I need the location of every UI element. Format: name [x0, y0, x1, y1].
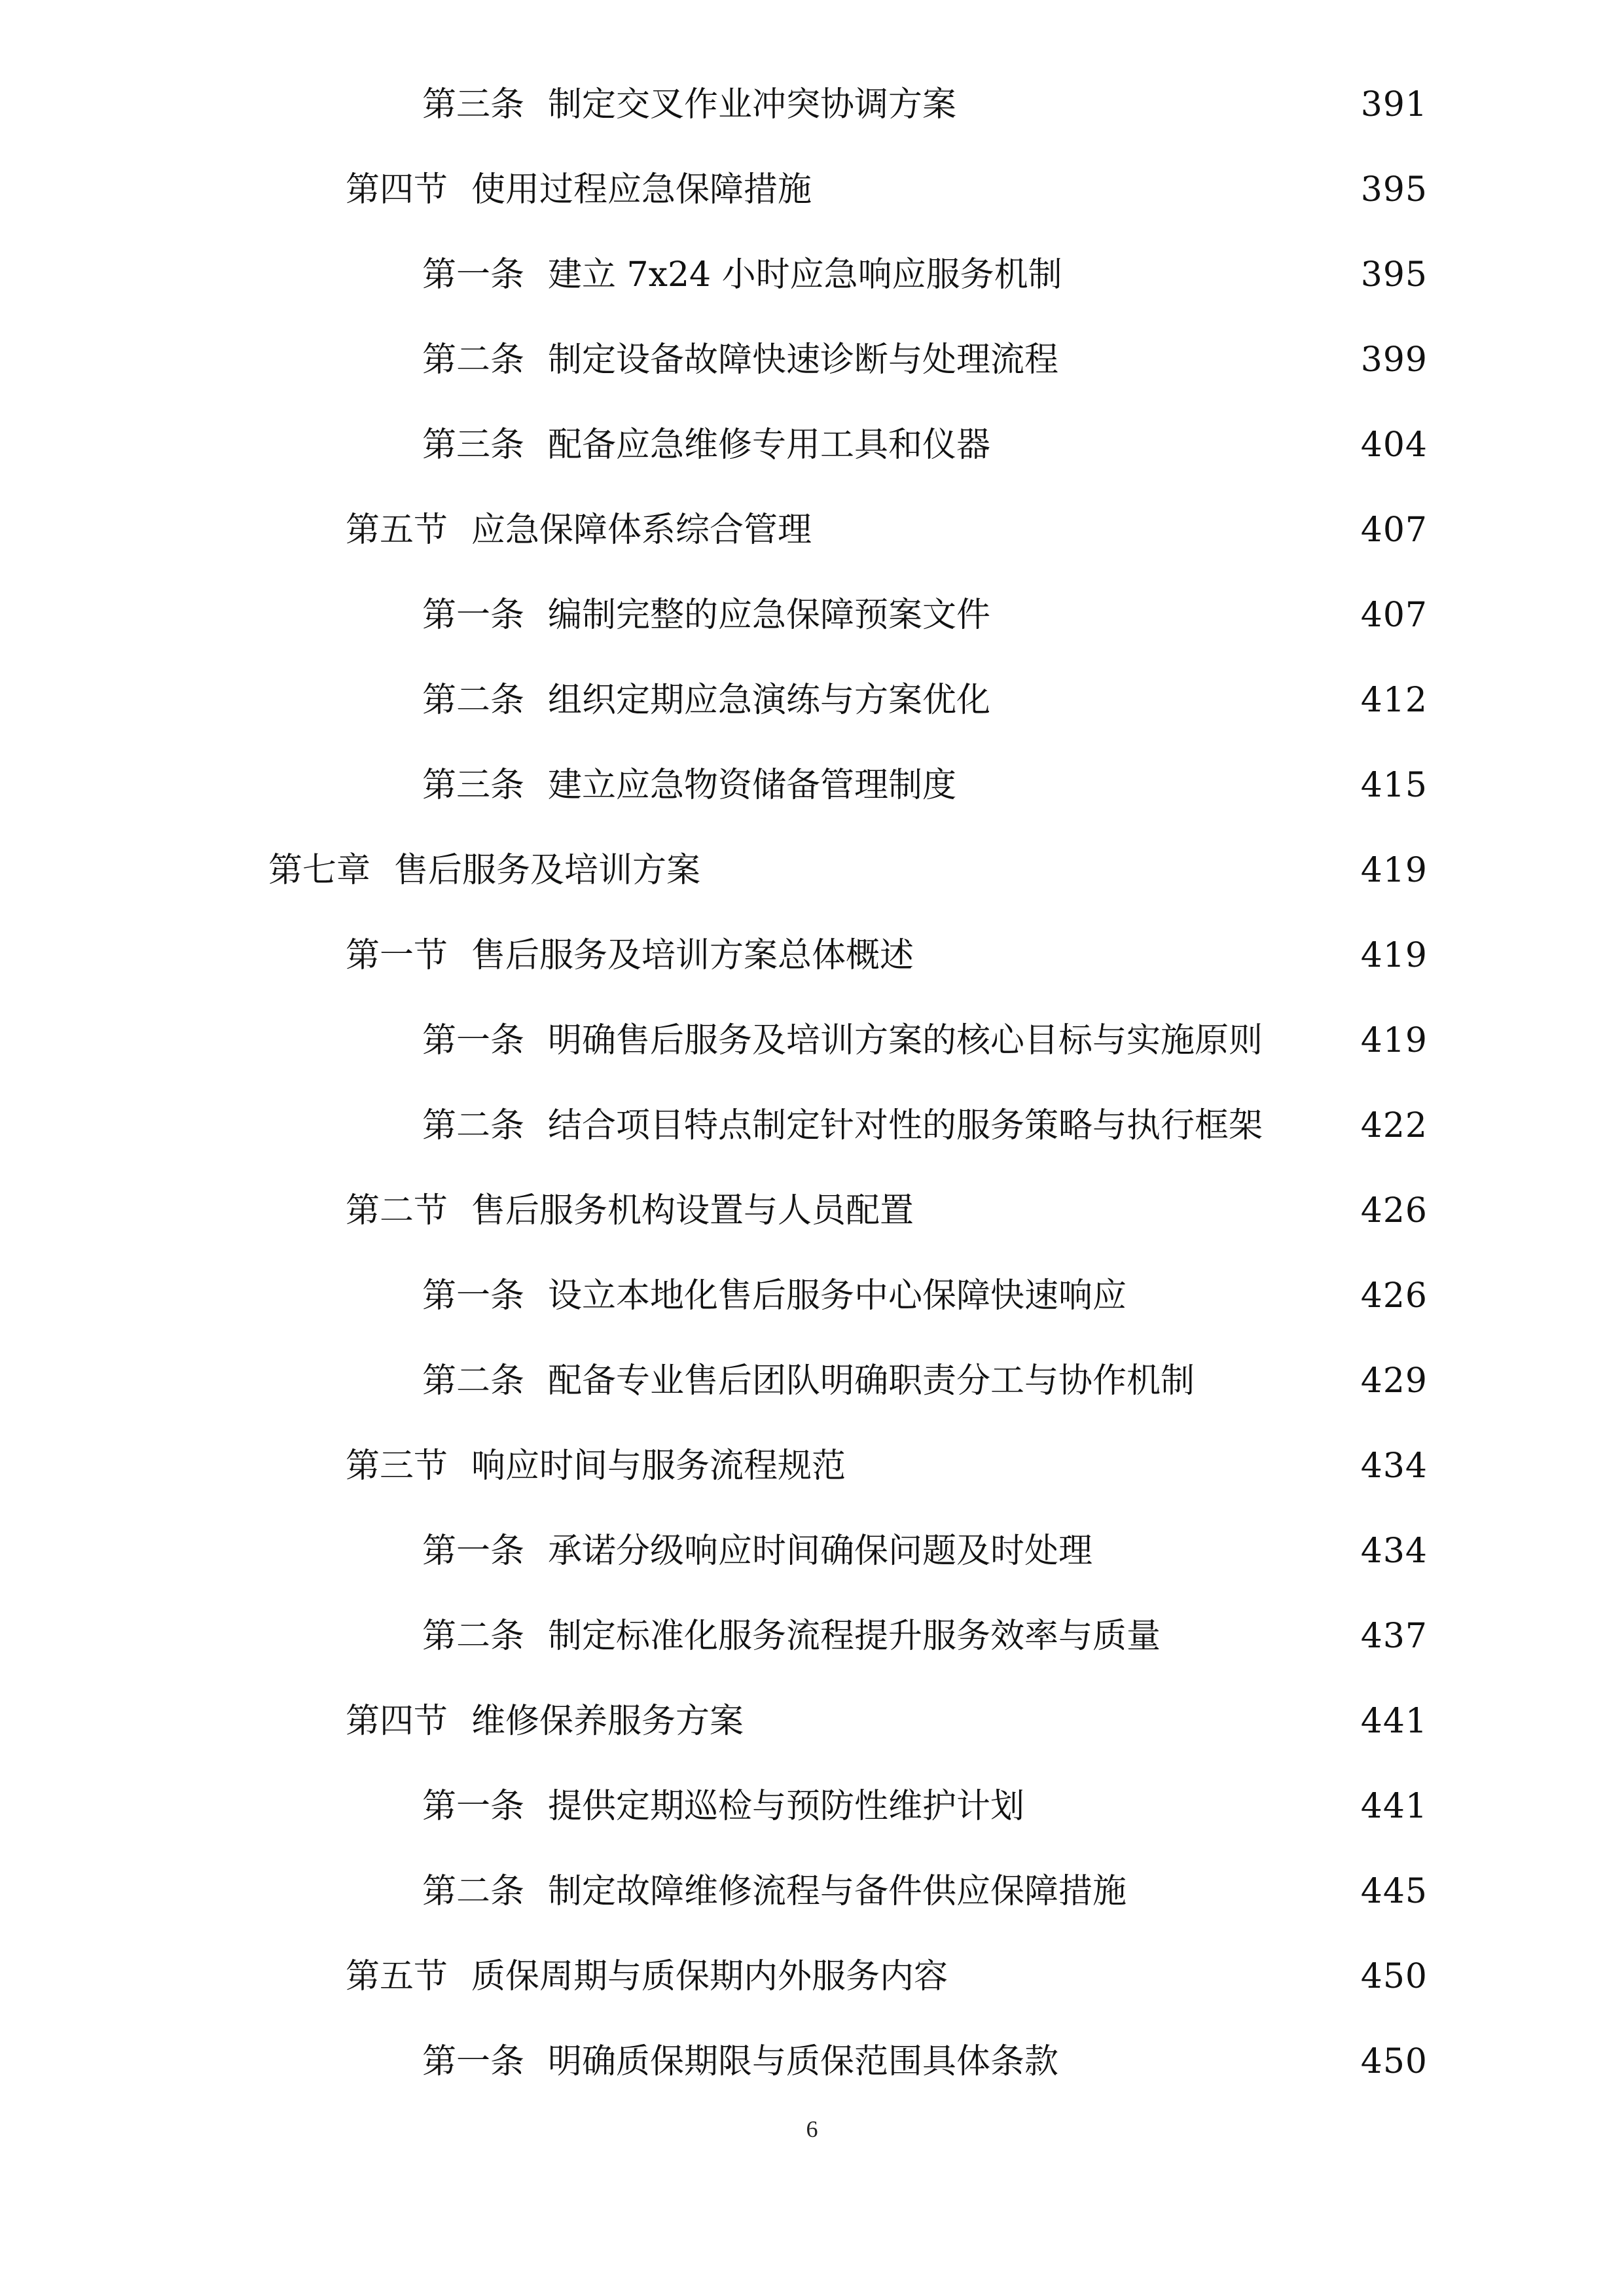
- toc-entry-title: 编制完整的应急保障预案文件: [548, 596, 991, 635]
- toc-entry[interactable]: [0, 1934, 1624, 2019]
- toc-entry-title: 使用过程应急保障措施: [471, 170, 812, 209]
- dot-leader: [1001, 428, 1349, 462]
- toc-entry-number: 第三条: [422, 425, 525, 465]
- dot-leader: [1273, 1024, 1349, 1058]
- toc-entry-page: 441: [1360, 1787, 1428, 1826]
- toc-entry[interactable]: [0, 1849, 1624, 1934]
- dot-leader: [967, 768, 1349, 802]
- dot-leader: [822, 513, 1349, 547]
- toc-entry-page: 419: [1360, 936, 1428, 975]
- toc-entry-number: 第二条: [422, 1361, 525, 1401]
- toc-entry[interactable]: [0, 913, 1624, 998]
- toc-entry-title: 制定故障维修流程与备件供应保障措施: [548, 1872, 1127, 1911]
- toc-entry[interactable]: [0, 488, 1624, 573]
- toc-entry-page: 407: [1360, 511, 1428, 550]
- toc-entry-number: 第三条: [422, 766, 525, 805]
- dot-leader: [1073, 258, 1349, 292]
- toc-entry[interactable]: [0, 147, 1624, 232]
- dot-leader: [1069, 343, 1349, 377]
- toc-entry-number: 第一条: [422, 596, 525, 635]
- table-of-contents: [0, 62, 1624, 2104]
- toc-entry[interactable]: [0, 1338, 1624, 1424]
- dot-leader: [958, 1960, 1349, 1994]
- toc-entry-page: 434: [1360, 1532, 1428, 1571]
- toc-entry-title: 制定交叉作业冲突协调方案: [548, 85, 957, 124]
- toc-entry-title: 配备应急维修专用工具和仪器: [548, 425, 991, 465]
- toc-entry-number: 第一节: [346, 936, 448, 975]
- toc-entry-page: 395: [1360, 255, 1428, 295]
- toc-entry-title: 响应时间与服务流程规范: [471, 1446, 846, 1486]
- toc-entry-number: 第四节: [346, 1702, 448, 1741]
- toc-entry-page: 426: [1360, 1191, 1428, 1230]
- toc-entry[interactable]: [0, 1083, 1624, 1168]
- dot-leader: [1103, 1534, 1349, 1568]
- toc-entry-title: 售后服务及培训方案: [394, 851, 701, 890]
- toc-entry-page: 437: [1360, 1617, 1428, 1656]
- toc-entry-title: 质保周期与质保期内外服务内容: [471, 1957, 948, 1996]
- toc-entry-number: 第一条: [422, 1276, 525, 1316]
- dot-leader: [1137, 1874, 1349, 1909]
- dot-leader: [754, 1704, 1349, 1738]
- toc-entry-number: 第一条: [422, 2042, 525, 2081]
- toc-entry[interactable]: [0, 1509, 1624, 1594]
- toc-entry-number: 第五节: [346, 1957, 448, 1996]
- dot-leader: [1205, 1364, 1349, 1398]
- toc-entry-page: 404: [1360, 425, 1428, 465]
- toc-entry[interactable]: [0, 573, 1624, 658]
- toc-entry-number: 第二条: [422, 340, 525, 380]
- dot-leader: [924, 1194, 1349, 1228]
- dot-leader: [822, 173, 1349, 207]
- toc-entry[interactable]: [0, 1764, 1624, 1849]
- toc-entry[interactable]: [0, 317, 1624, 403]
- toc-entry-page: 395: [1360, 170, 1428, 209]
- page-number: 6: [806, 2116, 818, 2142]
- toc-entry-page: 434: [1360, 1446, 1428, 1486]
- dot-leader: [1069, 2045, 1349, 2079]
- toc-entry-page: 441: [1360, 1702, 1428, 1741]
- toc-entry-title: 结合项目特点制定针对性的服务策略与执行框架: [548, 1106, 1263, 1145]
- toc-entry[interactable]: [0, 62, 1624, 147]
- toc-entry-title: 配备专业售后团队明确职责分工与协作机制: [548, 1361, 1195, 1401]
- toc-entry-title: 承诺分级响应时间确保问题及时处理: [548, 1532, 1093, 1571]
- toc-entry-page: 419: [1360, 1021, 1428, 1060]
- dot-leader: [1035, 1789, 1349, 1823]
- toc-entry-page: 419: [1360, 851, 1428, 890]
- dot-leader: [1001, 683, 1349, 717]
- toc-entry-page: 450: [1360, 1957, 1428, 1996]
- toc-entry[interactable]: [0, 1253, 1624, 1338]
- toc-entry-title: 明确售后服务及培训方案的核心目标与实施原则: [548, 1021, 1263, 1060]
- toc-entry-number: 第四节: [346, 170, 448, 209]
- toc-entry-title: 组织定期应急演练与方案优化: [548, 681, 991, 720]
- toc-entry-number: 第二条: [422, 1106, 525, 1145]
- toc-entry-page: 450: [1360, 2042, 1428, 2081]
- toc-entry-number: 第一条: [422, 1021, 525, 1060]
- toc-entry[interactable]: [0, 1424, 1624, 1509]
- toc-entry-page: 391: [1360, 85, 1428, 124]
- toc-entry-number: 第七章: [268, 851, 371, 890]
- toc-entry-number: 第一条: [422, 1532, 525, 1571]
- toc-entry[interactable]: [0, 1679, 1624, 1764]
- toc-entry-title: 制定设备故障快速诊断与处理流程: [548, 340, 1059, 380]
- toc-entry-page: 399: [1360, 340, 1428, 380]
- toc-entry-number: 第二条: [422, 1872, 525, 1911]
- dot-leader: [1001, 598, 1349, 632]
- toc-entry[interactable]: [0, 658, 1624, 743]
- toc-entry-title: 维修保养服务方案: [471, 1702, 744, 1741]
- toc-entry-title: 制定标准化服务流程提升服务效率与质量: [548, 1617, 1161, 1656]
- toc-entry-title: 明确质保期限与质保范围具体条款: [548, 2042, 1059, 2081]
- toc-entry-title: 建立 7x24 小时应急响应服务机制: [548, 255, 1062, 295]
- dot-leader: [1171, 1619, 1349, 1653]
- toc-entry[interactable]: [0, 2019, 1624, 2104]
- dot-leader: [1137, 1279, 1349, 1313]
- dot-leader: [711, 853, 1349, 888]
- toc-entry[interactable]: [0, 403, 1624, 488]
- toc-entry-number: 第一条: [422, 1787, 525, 1826]
- toc-entry-title: 售后服务机构设置与人员配置: [471, 1191, 914, 1230]
- toc-entry-number: 第三节: [346, 1446, 448, 1486]
- toc-entry-number: 第一条: [422, 255, 525, 295]
- toc-entry-number: 第二条: [422, 681, 525, 720]
- toc-entry-number: 第五节: [346, 511, 448, 550]
- toc-entry[interactable]: [0, 1594, 1624, 1679]
- toc-entry[interactable]: [0, 232, 1624, 317]
- toc-entry-title: 应急保障体系综合管理: [471, 511, 812, 550]
- toc-entry[interactable]: [0, 998, 1624, 1083]
- toc-entry-number: 第二条: [422, 1617, 525, 1656]
- toc-entry[interactable]: [0, 743, 1624, 828]
- toc-entry-page: 407: [1360, 596, 1428, 635]
- toc-entry-page: 429: [1360, 1361, 1428, 1401]
- toc-entry-title: 提供定期巡检与预防性维护计划: [548, 1787, 1025, 1826]
- toc-entry-title: 建立应急物资储备管理制度: [548, 766, 957, 805]
- dot-leader: [967, 88, 1349, 122]
- toc-entry-page: 426: [1360, 1276, 1428, 1316]
- dot-leader: [924, 939, 1349, 973]
- toc-entry-page: 415: [1360, 766, 1428, 805]
- toc-entry-page: 412: [1360, 681, 1428, 720]
- toc-entry-number: 第三条: [422, 85, 525, 124]
- toc-entry[interactable]: [0, 1168, 1624, 1253]
- dot-leader: [1273, 1109, 1349, 1143]
- toc-entry-number: 第二节: [346, 1191, 448, 1230]
- toc-entry-page: 422: [1360, 1106, 1428, 1145]
- toc-entry-title: 售后服务及培训方案总体概述: [471, 936, 914, 975]
- toc-entry-page: 445: [1360, 1872, 1428, 1911]
- dot-leader: [856, 1449, 1349, 1483]
- toc-chapter-entry[interactable]: [0, 828, 1624, 913]
- toc-entry-title: 设立本地化售后服务中心保障快速响应: [548, 1276, 1127, 1316]
